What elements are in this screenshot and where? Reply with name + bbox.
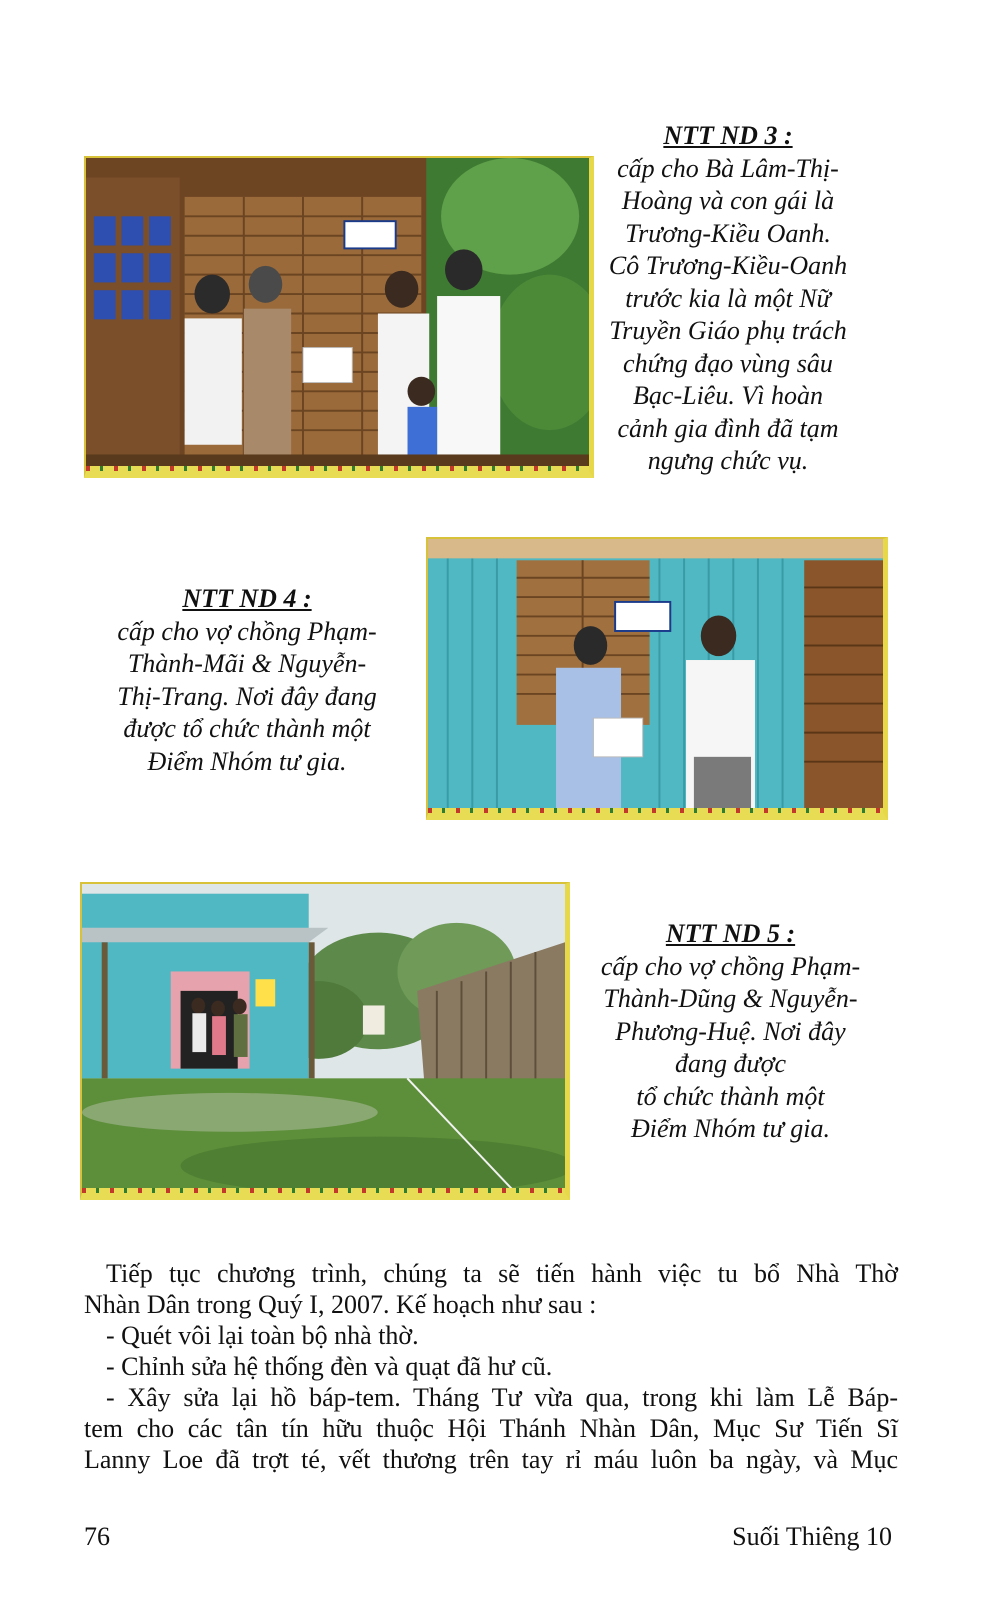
caption-nd3-line: cảnh gia đình đã tạm [617,413,839,443]
caption-nd4 [92,583,402,778]
caption-nd5 [578,918,883,1146]
photo-nd5 [80,882,570,1200]
paragraph-line: Lanny Loe đã trợt té, vết thương trên tay rỉ máu luôn ba ngày, và Mục [84,1445,898,1474]
photo-nd4 [426,537,888,820]
caption-nd3-line: chứng đạo vùng sâu [623,348,833,378]
photo-nd4-image [428,539,883,813]
caption-nd5-line: đang được [674,1049,787,1078]
caption-nd4-line: Điểm Nhóm tư gia. [147,746,347,776]
caption-nd4-line: được tổ chức thành một [123,714,371,743]
caption-nd5-line: Phương-Huệ. Nơi đây [615,1016,846,1046]
caption-nd3-line: Bạc-Liêu. Vì hoàn [633,381,823,410]
caption-nd3 [598,120,858,478]
caption-nd5-heading: NTT ND 5 : [665,919,796,948]
caption-nd5-line: tổ chức thành một [636,1081,825,1111]
caption-nd4-line: Thị-Trang. Nơi đây đang [117,681,377,711]
paragraph-line: Nhàn Dân trong Quý I, 2007. Kế hoạch như sau : [84,1290,597,1319]
caption-nd5-line: Điểm Nhóm tư gia. [630,1114,831,1143]
caption-nd5-line: Thành-Dũng & Nguyễn- [603,984,858,1013]
page-number: 76 [84,1522,110,1551]
photo-nd3 [84,156,594,478]
caption-nd3-line: Hoàng và con gái là [621,186,835,215]
list-item: - Chỉnh sửa hệ thống đèn và quạt đã hư cũ. [106,1352,553,1381]
caption-nd3-line: Cô Trương-Kiều-Oanh [608,251,848,280]
caption-nd4-heading: NTT ND 4 : [182,584,312,613]
paragraph-line: Tiếp tục chương trình, chúng ta sẽ tiến hành việc tu bổ Nhà Thờ [106,1259,898,1288]
caption-nd3-line: Trương-Kiều Oanh. [625,218,831,248]
paragraph-line: tem cho các tân tín hữu thuộc Hội Thánh Nhàn Dân, Mục Sư Tiến Sĩ [84,1414,898,1443]
caption-nd3-line: ngưng chức vụ. [647,446,809,475]
caption-nd4-line: cấp cho vợ chồng Phạm- [117,616,377,646]
photo-nd3-image [86,158,589,471]
body-text [84,1258,898,1475]
caption-nd3-line: trước kia là một Nữ [625,283,831,313]
list-item: - Quét vôi lại toàn bộ nhà thờ. [106,1321,419,1350]
caption-nd5-line: cấp cho vợ chồng Phạm- [600,951,861,981]
caption-nd4-line: Thành-Mãi & Nguyễn- [127,649,367,678]
photo-nd5-image [82,884,565,1193]
publication-title: Suối Thiêng 10 [732,1522,892,1551]
caption-nd3-line: cấp cho Bà Lâm-Thị- [617,153,839,183]
list-item: - Xây sửa lại hồ báp-tem. Tháng Tư vừa qua, trong khi làm Lễ Báp- [106,1383,898,1412]
caption-nd3-heading: NTT ND 3 : [663,121,793,150]
caption-nd3-line: Truyền Giáo phụ trách [609,316,847,345]
